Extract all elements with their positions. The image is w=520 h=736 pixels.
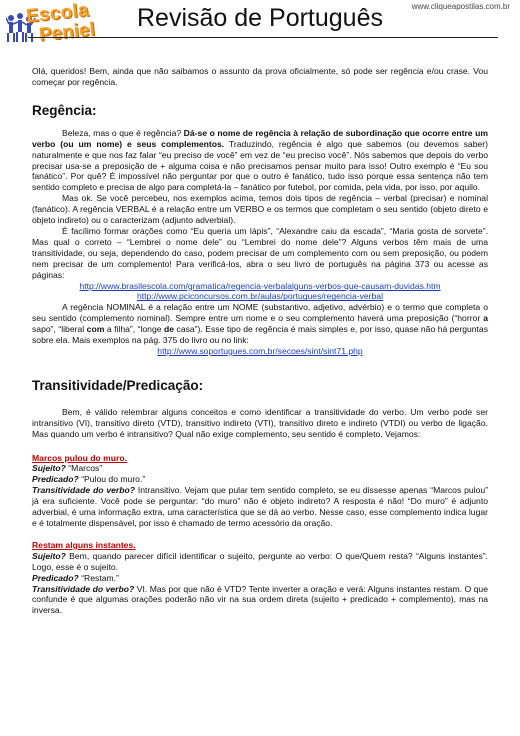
- pciconcursos-link[interactable]: http://www.pciconcursos.com.br/aulas/portugues/regencia-verbal: [137, 291, 383, 302]
- sujeito-label: Sujeito?: [32, 463, 66, 474]
- example-2-heading: Restam alguns instantes.: [32, 539, 136, 550]
- regencia-p4-part-e: casa”). Esse tipo de regência é mais simples e, por isso, quase não há perguntas sobre ela. Mais exemplos na pág. 375 do livro ou no link:: [32, 324, 489, 346]
- sujeito-value: Bem, quando parecer difícil identificar o sujeito, pergunte ao verbo: O que/Quem resta? “Alguns instantes”. Logo, esse é o sujeito.: [32, 550, 488, 572]
- regencia-paragraph-3: É facílimo formar orações como “Eu queria um lápis”, “Alexandre caiu da escada”, “Maria gosta de sorvete”. Mas qual o correto – “Lembrei o nome dele” ou “Lembrei do nome dele”? Alguns verbos têm mais de uma transitividade, ou seja, dependendo do caso, podem precisar de um complemento com ou sem preposição, ou podem nem precisar de um complemento! Para verificá-los, abra o seu livro de português na página 373 ou acesse as páginas:: [32, 225, 488, 280]
- regencia-heading: Regência:: [32, 102, 97, 118]
- sujeito-value: “Marcos”: [65, 463, 103, 474]
- transitividade-label: Transitividade do verbo?: [32, 485, 135, 496]
- regencia-p4-part-a: A regência NOMINAL é a relação entre um NOME (substantivo, adjetivo, advérbio) e o termo que completa o seu sentido (complemento nominal). Sempre entre um nome e o seu complemento haverá uma preposição (“horror: [32, 302, 488, 324]
- regencia-p4-part-d: a filha”, “longe: [104, 324, 164, 335]
- transitividade-value: Intransitivo. Vejam que pular tem sentido completo, se eu dissesse apenas “Marcos pulou” já era suficiente. Você pode se perguntar: “do muro” não é objeto indireto? A resposta é não! “Do muro” é adjunto adverbial, é uma informação extra, uma característica que se dá ao verbo. Nesse caso, esse complemento indica lugar e é totalmente dispensável, por isso é chamado de termo acessório da oração.: [32, 485, 488, 528]
- regencia-paragraph-2: Mas ok. Se você percebeu, nos exemplos acima, temos dois tipos de regência – verbal (precisar) e nominal (fanático). A regência VERBAL é a relação entre um VERBO e os termos que completam o seu sentido (objeto direto e objeto indireto) ou o caracterizam (adjunto adverbial).: [32, 193, 488, 226]
- example-2-predicado: [32, 573, 488, 584]
- header-divider: [28, 37, 498, 38]
- example-1-transitividade: [32, 485, 488, 529]
- example-1-predicado: [32, 474, 488, 485]
- brasilescola-link[interactable]: http://www.brasilescola.com/gramatica/regencia-verbalalguns-verbos-que-causam-duvidas.htm: [79, 280, 441, 291]
- preposition-a: a: [483, 313, 488, 324]
- logo-text-line1: Escola: [25, 0, 90, 28]
- predicado-value: “Pulou do muro.”: [78, 474, 146, 485]
- logo-text-line2: Peniel: [38, 19, 96, 46]
- regencia-definition: Dá-se o nome de regência à relação de subordinação que ocorre entre um verbo (ou um nome) e seus complementos.: [32, 127, 488, 149]
- predicado-label: Predicado?: [32, 572, 79, 583]
- example-1-heading: Marcos pulou do muro.: [32, 452, 128, 463]
- regencia-paragraph-1: [32, 128, 488, 193]
- intro-paragraph: Olá, queridos! Bem, ainda que não saibamos o assunto da prova oficialmente, só pode ser regência e/ou crase. Vou começar por regência.: [32, 66, 488, 87]
- sujeito-label: Sujeito?: [32, 550, 66, 561]
- example-2-transitividade: [32, 584, 488, 617]
- soportugues-link[interactable]: http://www.soportugues.com.br/secoes/sint/sint71.php: [157, 345, 363, 356]
- site-url[interactable]: www.cliqueapostilas.com.br: [411, 2, 510, 11]
- document-body: [32, 66, 488, 616]
- page-title: Revisão de Português: [137, 4, 383, 32]
- regencia-p1-rest: Traduzindo, regência é algo que sabemos (ou devemos saber) naturalmente e que nos faz falar “eu preciso de você” em vez de “eu preciso você”. Nós sabemos que depois do verbo precisar usa-se a preposição de + alguma coisa e não precisamos pensar muito para isso! Outro exemplo é “Eu sou fanático”. Por quê? É impossível não perguntar por que o outro é fanático, tudo isso porque essa sentença não tem sentido completo e precisa de algo para completá-la – fanático por futebol, por comida, pela vida, por isso, por aquilo.: [32, 138, 488, 193]
- transitividade-heading: Transitividade/Predicação:: [32, 377, 204, 393]
- regencia-p1-start: Beleza, mas o que é regência?: [62, 127, 184, 138]
- regencia-paragraph-4: [32, 302, 488, 346]
- example-1-sujeito: [32, 463, 488, 474]
- predicado-value: “Restam.”: [78, 572, 119, 583]
- transitividade-paragraph: Bem, é válido relembrar alguns conceitos e como identificar a transitividade do verbo. Um verbo pode ser intransitivo (VI), transitivo direto (VTD), transitivo indireto (VTI), transitivo direto e indireto (VTDI) ou verbo de ligação. Mas quando um verbo é intransitivo? Qual não exige complemento, seu sentido é completo. Vejamos:: [32, 406, 488, 439]
- preposition-com: com: [86, 324, 105, 335]
- preposition-de: de: [164, 324, 175, 335]
- regencia-p4-part-c: sapo”, “liberal: [32, 324, 87, 335]
- example-2-sujeito: [32, 551, 488, 573]
- predicado-label: Predicado?: [32, 474, 79, 485]
- transitividade-label: Transitividade do verbo?: [32, 583, 135, 594]
- transitividade-value: VI. Mas por que não é VTD? Tente inverter a oração e verá: Alguns instantes restam. O que confunde é que algumas orações poderão não vir na sua ordem direta (sujeito + predicado + complemento), mas na inversa.: [32, 583, 488, 616]
